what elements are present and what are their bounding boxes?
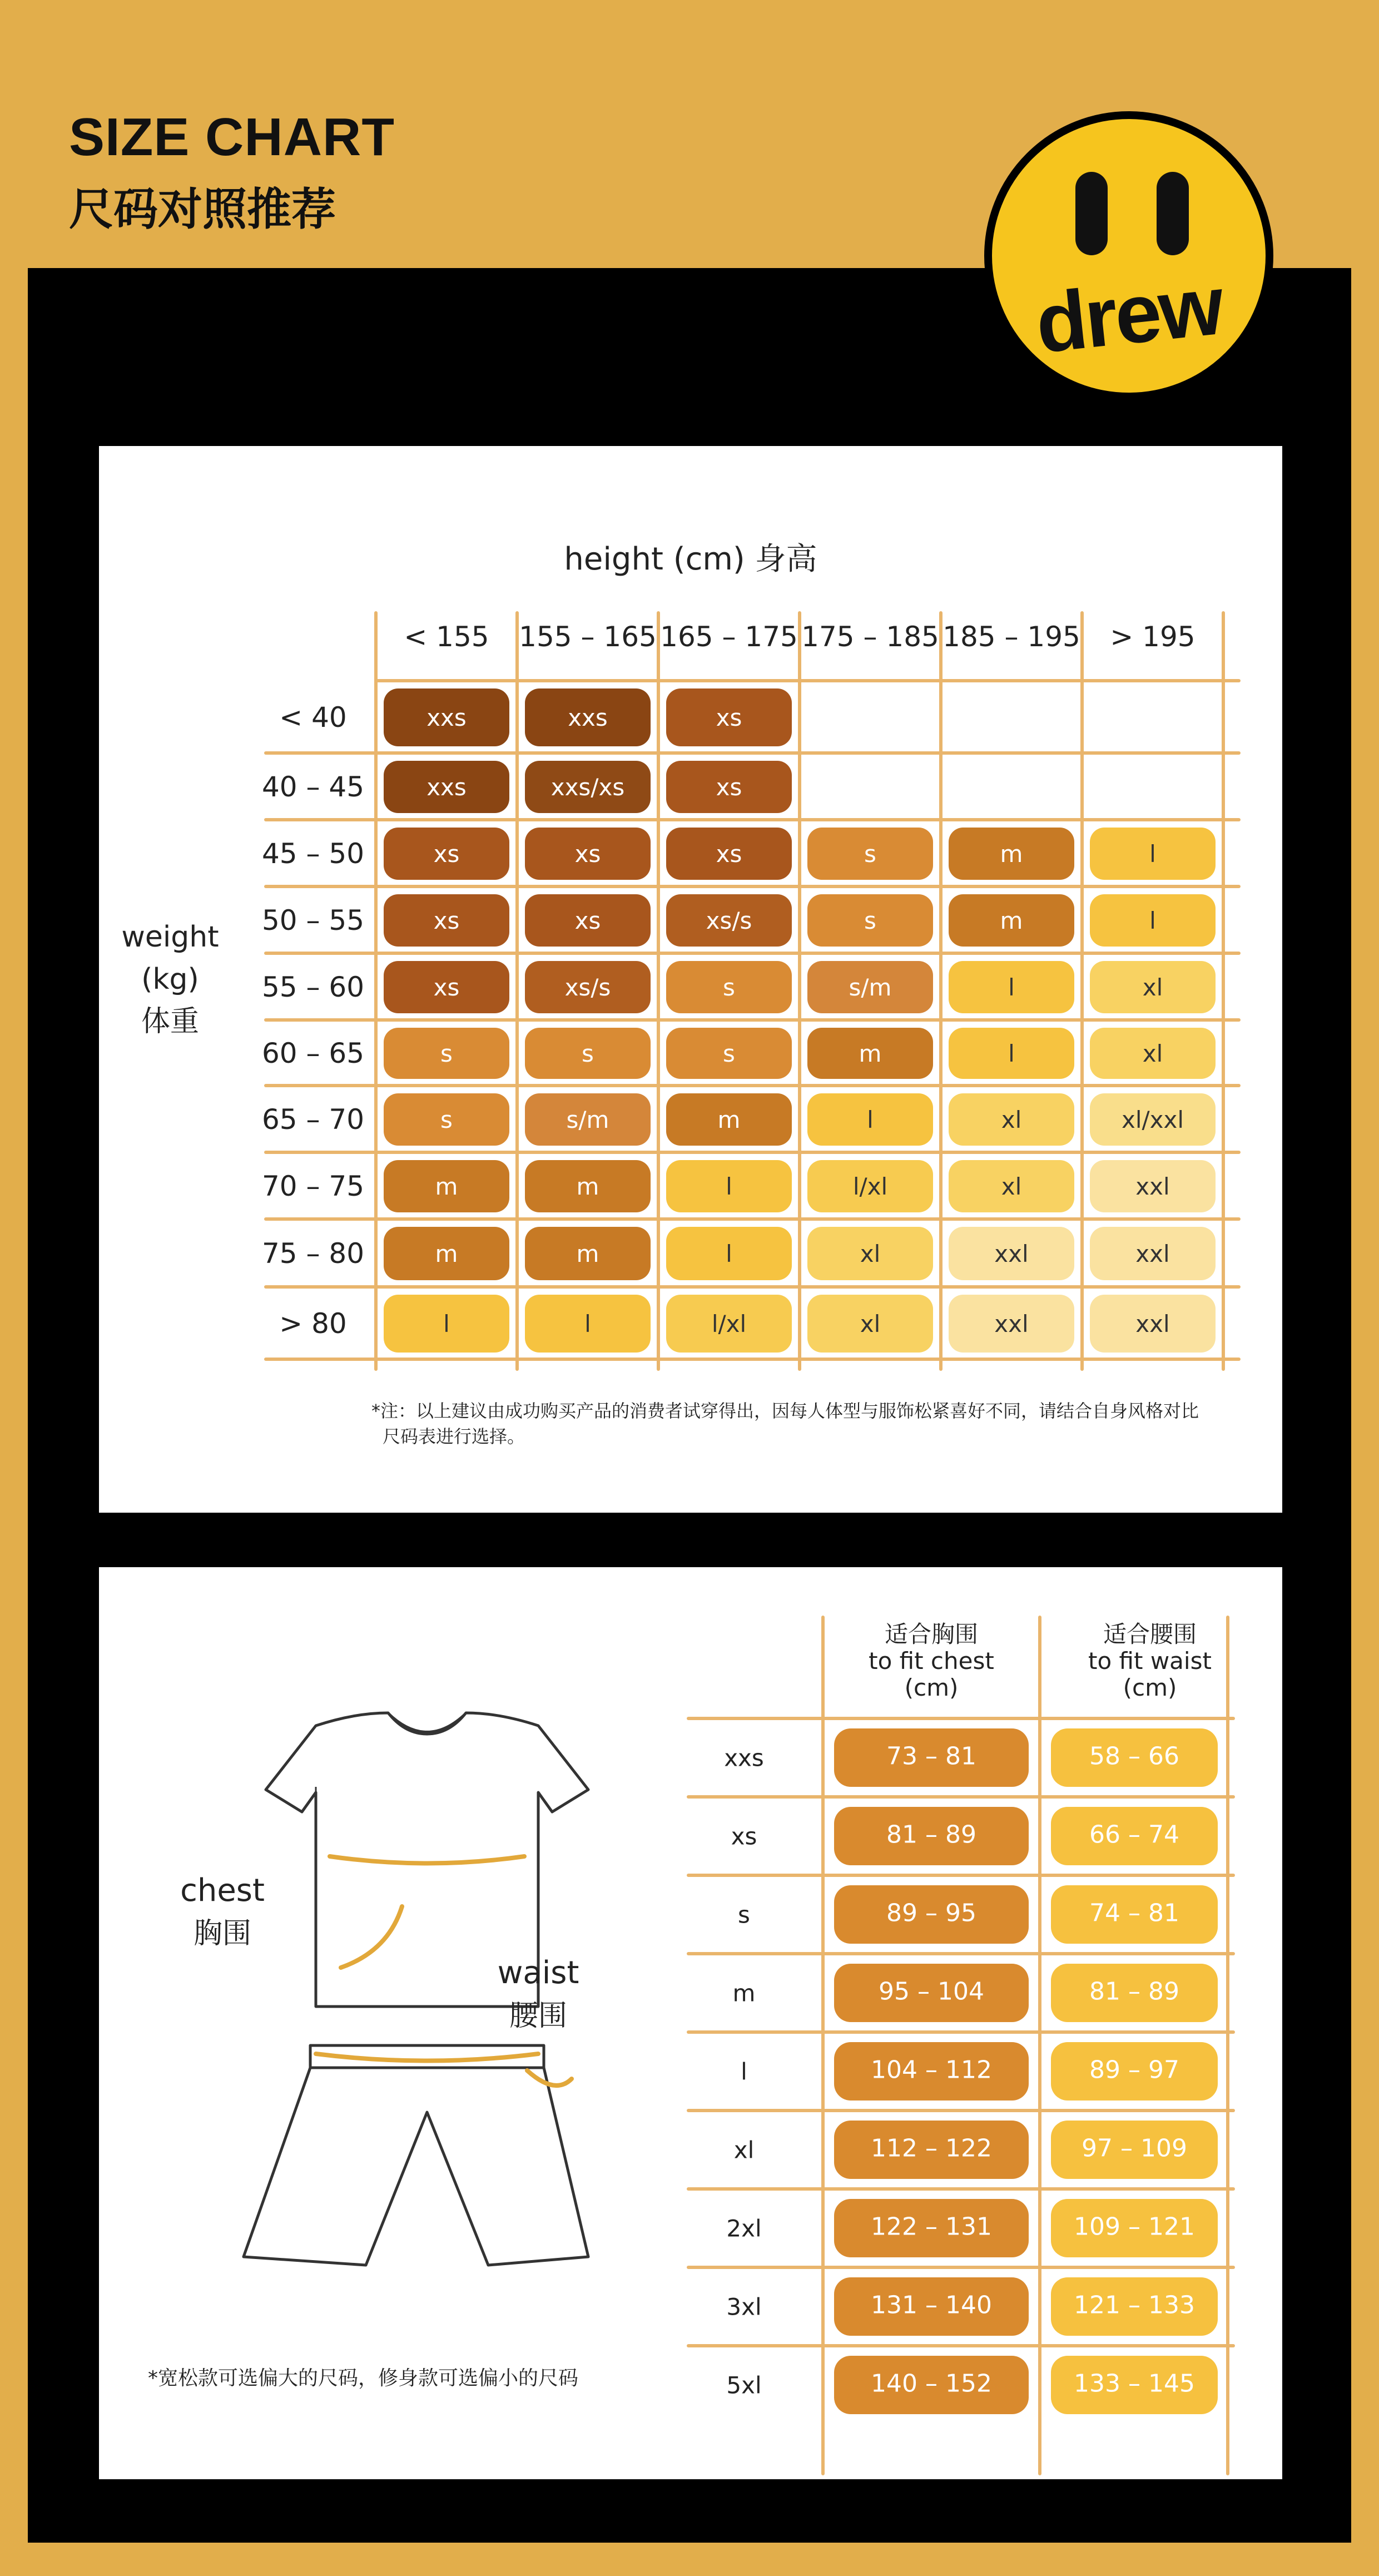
chest-range: 104 – 112 [871, 2055, 992, 2084]
size-cell [949, 828, 1074, 880]
size-cell [525, 1093, 651, 1146]
size-cell [666, 688, 792, 746]
size-cell-label: xl/xxl [1121, 1106, 1184, 1133]
size-cell-label: xs [433, 907, 460, 934]
chest-range: 122 – 131 [871, 2212, 992, 2241]
size-cell-label: l [1008, 974, 1015, 1001]
size-cell-label: xl [860, 1240, 881, 1267]
chest-column-header: to fit chest [869, 1647, 994, 1675]
size-cell-label: m [435, 1240, 458, 1267]
size-cell [949, 961, 1074, 1013]
size-cell-label: xs/s [706, 907, 752, 934]
height-column-label: 185 – 195 [943, 621, 1080, 653]
measurement-row [724, 1728, 1218, 1787]
size-cell-label: xl [1142, 1040, 1163, 1067]
size-cell [666, 894, 792, 947]
size-cell-label: xs [716, 774, 742, 801]
size-cell [1090, 1227, 1216, 1280]
chest-range: 131 – 140 [871, 2291, 992, 2320]
size-cell-label: xl [1142, 974, 1163, 1001]
size-cell [1090, 1028, 1216, 1079]
size-cell-label: l/xl [852, 1173, 888, 1200]
measurement-row [741, 2042, 1218, 2101]
body-measurement-card [99, 1567, 1282, 2479]
size-cell [807, 828, 933, 880]
weight-row-label: 65 – 70 [261, 1103, 365, 1136]
size-cell [525, 894, 651, 947]
chest-range: 81 – 89 [886, 1820, 976, 1849]
left-eye-icon [1075, 172, 1108, 255]
height-column-label: 175 – 185 [801, 621, 939, 653]
size-cell-label: xs [716, 840, 742, 868]
size-cell [949, 1160, 1074, 1212]
size-cell [525, 828, 651, 880]
size-cell [525, 688, 651, 746]
size-cell [1090, 828, 1216, 880]
chest-range: 73 – 81 [886, 1742, 976, 1771]
size-cell-label: s [582, 1040, 594, 1067]
size-cell [384, 1028, 509, 1079]
chest-column-header: 适合胸围 [884, 1621, 979, 1648]
measurement-row [731, 1807, 1218, 1865]
size-cell-label: s [864, 840, 876, 868]
size-cell [666, 1028, 792, 1079]
row-axis-title: (kg) [141, 963, 199, 996]
size-label: xs [731, 1822, 757, 1850]
chest-label: chest [180, 1872, 265, 1909]
waist-range: 81 – 89 [1089, 1977, 1179, 2006]
height-column-label: > 195 [1110, 621, 1196, 653]
size-label: xl [733, 2136, 755, 2164]
size-cell-label: xs [716, 704, 742, 731]
size-label: 3xl [726, 2293, 762, 2321]
chart-note-line2: 尺码表进行选择。 [383, 1426, 525, 1447]
weight-row-label: 50 – 55 [261, 904, 365, 937]
size-cell-label: m [576, 1240, 599, 1267]
size-cell [384, 1295, 509, 1353]
size-label: l [741, 2058, 747, 2085]
size-cell [807, 1295, 933, 1353]
size-cell [666, 1093, 792, 1146]
measurement-row [726, 2199, 1218, 2257]
size-cell [949, 1028, 1074, 1079]
chest-range: 112 – 122 [871, 2134, 992, 2163]
size-cell-label: xs [574, 907, 601, 934]
size-cell-label: l [1149, 840, 1156, 868]
weight-row-label: 45 – 50 [261, 838, 365, 870]
size-cell-label: s/m [566, 1106, 609, 1133]
size-cell-label: xs [574, 840, 601, 868]
height-column-label: < 155 [404, 621, 489, 653]
waist-label: waist [497, 1955, 579, 1991]
size-cell-label: xxs [426, 704, 467, 731]
size-cell-label: xl [860, 1310, 881, 1337]
chest-range: 140 – 152 [871, 2369, 992, 2398]
waist-range: 58 – 66 [1089, 1742, 1179, 1771]
size-cell [1090, 1295, 1216, 1353]
size-cell [949, 894, 1074, 947]
weight-row-label: < 40 [279, 701, 347, 734]
size-cell [807, 1093, 933, 1146]
right-eye-icon [1157, 172, 1189, 255]
size-label: 5xl [726, 2371, 762, 2399]
size-cell-label: l [443, 1310, 450, 1337]
waist-measure-arrow [316, 2054, 572, 2085]
size-cell [666, 961, 792, 1013]
size-cell [807, 1028, 933, 1079]
size-cell [666, 1295, 792, 1353]
size-cell [384, 761, 509, 813]
measurement-row [726, 2356, 1218, 2414]
waist-range: 121 – 133 [1074, 2291, 1195, 2320]
size-cell [384, 1227, 509, 1280]
weight-row-label: 75 – 80 [261, 1237, 365, 1270]
size-cell-label: s [864, 907, 876, 934]
size-cell-label: m [859, 1040, 882, 1067]
measurement-row [726, 2277, 1218, 2336]
size-cell [384, 828, 509, 880]
size-cell-label: s [723, 974, 735, 1001]
size-cell-label: xxl [1135, 1173, 1170, 1200]
size-cell [666, 1160, 792, 1212]
size-cell [1090, 1160, 1216, 1212]
size-cell [807, 894, 933, 947]
size-cell-label: xxl [994, 1310, 1029, 1337]
size-cell [384, 688, 509, 746]
size-label: m [732, 1979, 756, 2007]
weight-row-label: 40 – 45 [261, 771, 365, 803]
height-weight-chart [99, 446, 1282, 1513]
size-label: xxs [724, 1744, 764, 1772]
size-cell-label: xxl [1135, 1310, 1170, 1337]
size-cell-label: xs/s [564, 974, 611, 1001]
waist-range: 133 – 145 [1074, 2369, 1195, 2398]
size-cell [1090, 1093, 1216, 1146]
waist-column-header: 适合腰围 [1103, 1621, 1197, 1648]
measurement-row [733, 1964, 1218, 2022]
weight-row-label: 70 – 75 [261, 1170, 365, 1202]
size-cell-label: l [584, 1310, 591, 1337]
waist-column-header: to fit waist [1088, 1647, 1212, 1675]
waist-range: 109 – 121 [1074, 2212, 1195, 2241]
size-cell-label: s [440, 1106, 453, 1133]
waist-range: 89 – 97 [1089, 2055, 1179, 2084]
size-label: 2xl [726, 2215, 762, 2242]
chest-range: 95 – 104 [879, 1977, 984, 2006]
row-axis-title: weight [121, 920, 219, 954]
chest-measure-arrow [330, 1856, 524, 1968]
size-cell-label: xxs/xs [550, 774, 625, 801]
size-cell-label: xxs [426, 774, 467, 801]
height-column-label: 155 – 165 [519, 621, 657, 653]
chest-range: 89 – 95 [886, 1899, 976, 1928]
weight-row-label: 60 – 65 [261, 1037, 365, 1069]
size-cell [807, 1160, 933, 1212]
size-cell-label: xl [1001, 1106, 1022, 1133]
size-cell [384, 894, 509, 947]
size-cell [525, 1160, 651, 1212]
size-cell [666, 828, 792, 880]
size-cell [525, 1028, 651, 1079]
column-axis-title: height (cm) 身高 [564, 541, 817, 577]
size-cell-label: l [726, 1240, 732, 1267]
height-weight-chart-card [99, 446, 1282, 1513]
size-cell [1090, 961, 1216, 1013]
size-cell-label: m [1000, 840, 1023, 868]
size-cell-label: xs [433, 840, 460, 868]
size-label: s [738, 1901, 750, 1929]
waist-range: 74 – 81 [1089, 1899, 1179, 1928]
size-cell-label: s/m [849, 974, 892, 1001]
size-cell [1090, 894, 1216, 947]
body-measurement-chart [99, 1567, 1282, 2479]
waist-range: 66 – 74 [1089, 1820, 1179, 1849]
waist-range: 97 – 109 [1082, 2134, 1187, 2163]
size-cell-label: l/xl [711, 1310, 747, 1337]
chest-column-header: (cm) [904, 1674, 959, 1701]
size-cell-label: l [1149, 907, 1156, 934]
size-cell-label: l [867, 1106, 874, 1133]
size-cell [949, 1295, 1074, 1353]
weight-row-label: > 80 [279, 1307, 347, 1340]
waist-column-header: (cm) [1123, 1674, 1177, 1701]
size-cell [525, 761, 651, 813]
page-subtitle: 尺码对照推荐 [69, 184, 336, 235]
height-column-label: 165 – 175 [660, 621, 798, 653]
weight-row-label: 55 – 60 [261, 971, 365, 1003]
size-cell-label: s [723, 1040, 735, 1067]
size-cell [525, 1295, 651, 1353]
measurement-row [738, 1885, 1218, 1944]
size-cell-label: m [717, 1106, 741, 1133]
size-cell [384, 961, 509, 1013]
fit-note: *宽松款可选偏大的尺码，修身款可选偏小的尺码 [148, 2367, 579, 2390]
size-cell [525, 961, 651, 1013]
size-cell [807, 1227, 933, 1280]
logo-text: drew [1031, 258, 1226, 371]
size-cell-label: m [435, 1173, 458, 1200]
size-cell-label: xs [433, 974, 460, 1001]
chart-note: *注：以上建议由成功购买产品的消费者试穿得出，因每人体型与服饰松紧喜好不同，请结合自身风格对比 [371, 1400, 1199, 1421]
size-cell [384, 1160, 509, 1212]
drew-logo [984, 111, 1273, 400]
size-cell [949, 1093, 1074, 1146]
chest-label-cn: 胸围 [193, 1917, 252, 1950]
size-cell-label: xl [1001, 1173, 1022, 1200]
size-cell-label: xxs [568, 704, 608, 731]
size-cell [949, 1227, 1074, 1280]
size-cell-label: m [576, 1173, 599, 1200]
size-cell [807, 961, 933, 1013]
size-cell-label: xxl [994, 1240, 1029, 1267]
row-axis-title: 体重 [141, 1005, 200, 1038]
waist-label-cn: 腰围 [509, 1999, 568, 2033]
size-cell [666, 1227, 792, 1280]
size-cell [666, 761, 792, 813]
size-cell [525, 1227, 651, 1280]
size-cell [384, 1093, 509, 1146]
size-cell-label: l [1008, 1040, 1015, 1067]
size-cell-label: m [1000, 907, 1023, 934]
size-cell-label: s [440, 1040, 453, 1067]
size-cell-label: l [726, 1173, 732, 1200]
measurement-row [734, 2121, 1218, 2179]
size-cell-label: xxl [1135, 1240, 1170, 1267]
page-title: SIZE CHART [69, 107, 395, 167]
